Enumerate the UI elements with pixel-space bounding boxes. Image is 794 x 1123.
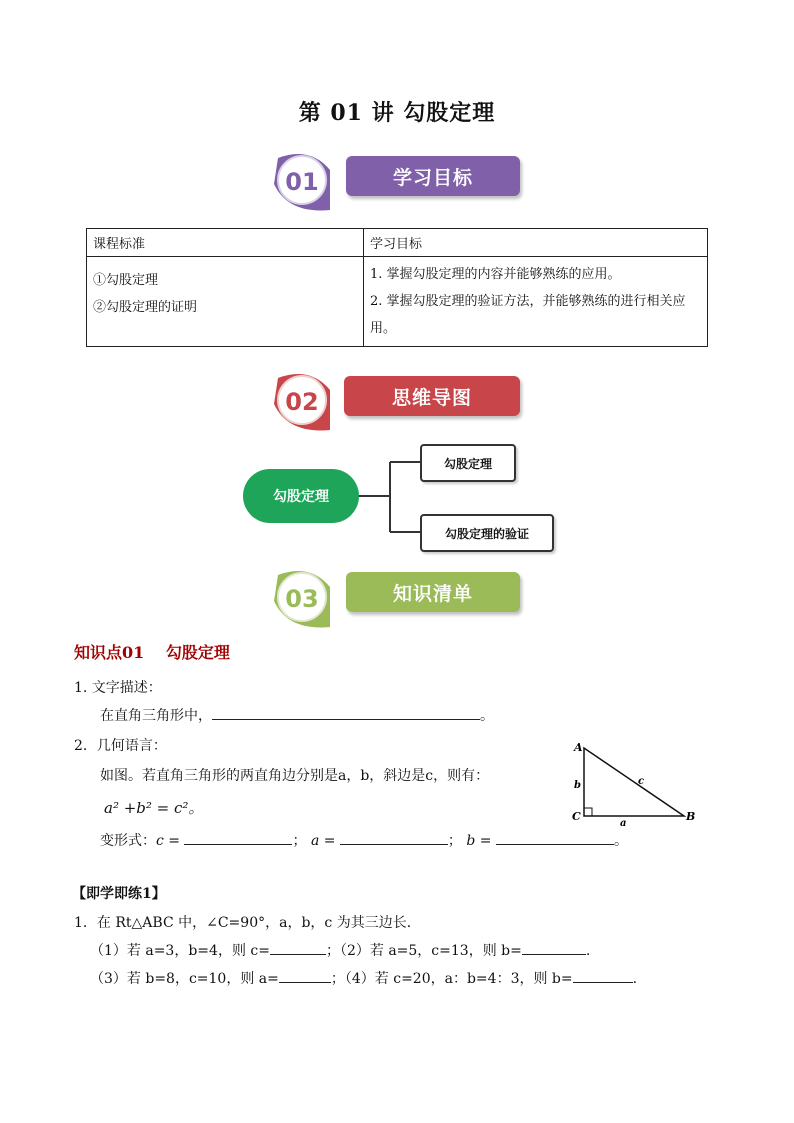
- table-header: 学习目标: [364, 229, 708, 257]
- side-c-label: c: [638, 776, 645, 787]
- section-01-banner: 学习目标: [346, 156, 520, 196]
- section-03-badge: [268, 565, 334, 629]
- answer-blank[interactable]: [340, 830, 448, 845]
- item1-label: 1. 文字描述：: [74, 680, 162, 696]
- section-01-badge: [268, 148, 334, 212]
- answer-blank[interactable]: [522, 940, 586, 955]
- vertex-a-label: A: [574, 741, 583, 754]
- page-title: 第 01 讲 勾股定理: [298, 100, 496, 126]
- item1-end: 。: [480, 708, 494, 724]
- knowledge-heading: 知识点01 勾股定理: [74, 643, 230, 662]
- answer-blank[interactable]: [496, 830, 614, 845]
- variant-c: c =: [156, 833, 181, 849]
- right-triangle-figure: [566, 738, 706, 830]
- practice-question: 1．在 Rt△ABC 中，∠C=90°，a，b，c 为其三边长．: [74, 915, 421, 931]
- answer-blank[interactable]: [279, 968, 331, 983]
- vertex-c-label: C: [572, 810, 581, 823]
- section-01-number: 01: [285, 168, 319, 196]
- standard-item: ②勾股定理的证明: [93, 300, 198, 315]
- item2-label: 2．几何语言：: [74, 738, 167, 754]
- section-02-banner: 思维导图: [344, 376, 520, 416]
- mindmap-node: 勾股定理的验证: [420, 514, 554, 552]
- vertex-b-label: B: [686, 810, 696, 823]
- answer-blank[interactable]: [270, 940, 326, 955]
- answer-blank[interactable]: [184, 830, 292, 845]
- goals-table: [86, 228, 708, 347]
- standard-item: ①勾股定理: [93, 273, 159, 288]
- mindmap-node: 勾股定理: [420, 444, 516, 482]
- side-a-label: a: [620, 818, 627, 829]
- variant-a: a =: [310, 833, 336, 849]
- separator: ；: [447, 833, 462, 849]
- section-02-badge: [268, 368, 334, 432]
- separator: ；: [292, 833, 307, 849]
- practice-part: ；（4）若 c=20，a：b=4：3，则 b=: [330, 971, 573, 987]
- variant-b: b =: [466, 833, 492, 849]
- goal-item: 1. 掌握勾股定理的内容并能够熟练的应用。: [370, 267, 621, 282]
- formula: a² +b² = c²。: [104, 799, 204, 817]
- answer-blank[interactable]: [573, 968, 633, 983]
- variant-label: 变形式：: [100, 833, 156, 849]
- table-header: 课程标准: [87, 229, 364, 257]
- practice-end: .: [632, 971, 638, 987]
- side-b-label: b: [574, 780, 581, 791]
- section-02-number: 02: [285, 388, 319, 416]
- answer-blank[interactable]: [212, 705, 480, 720]
- practice-part: （3）若 b=8，c=10，则 a=: [90, 971, 279, 987]
- goal-item: 2. 掌握勾股定理的验证方法，并能够熟练的进行相关应用。: [370, 294, 686, 336]
- mindmap-connectors: [350, 450, 430, 540]
- practice-part: （1）若 a=3，b=4，则 c=: [90, 943, 270, 959]
- practice-heading: 【即学即练1】: [72, 886, 166, 902]
- section-03-number: 03: [285, 585, 319, 613]
- mindmap-root: 勾股定理: [243, 469, 359, 523]
- section-03-banner: 知识清单: [346, 572, 520, 612]
- item1-text: 在直角三角形中，: [100, 708, 212, 724]
- practice-part: ；（2）若 a=5，c=13，则 b=: [325, 943, 522, 959]
- practice-end: .: [585, 943, 591, 959]
- end-mark: 。: [613, 833, 628, 849]
- item2-text: 如图。若直角三角形的两直角边分别是a，b，斜边是c，则有：: [100, 768, 490, 784]
